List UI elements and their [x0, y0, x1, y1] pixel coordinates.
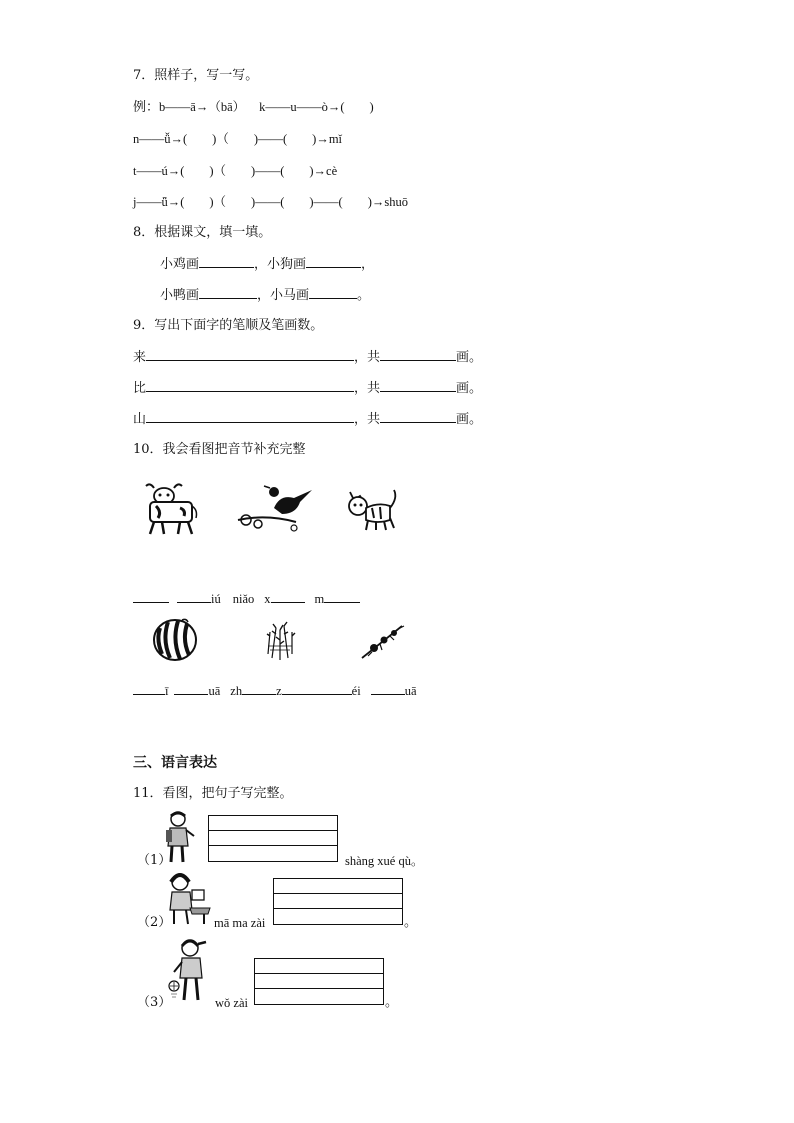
q10-syllable-ua-1: uā — [208, 684, 221, 698]
q10-blank-9[interactable] — [371, 682, 405, 695]
q9-char-3: 山 — [133, 412, 147, 427]
q10-blank-3[interactable] — [271, 590, 305, 603]
q8-row1-sep: ， — [254, 257, 268, 272]
flower-branch-picture — [360, 622, 406, 660]
q9-mid-2: ，共 — [354, 381, 381, 396]
q9-char-2: 比 — [133, 381, 147, 396]
wheat-picture — [262, 620, 298, 660]
q10-syllable-niao: niǎo — [232, 592, 255, 606]
q7-example-text1: b——ā→（bā） — [159, 100, 246, 114]
q8-row1-end: ， — [361, 257, 375, 272]
q8-blank-1[interactable] — [199, 255, 254, 268]
q8-row2-a: 小鸭画 — [160, 288, 200, 303]
q11-after-2: 。 — [404, 915, 418, 930]
q7-example-text2: k——u——ò→( ) — [259, 100, 374, 114]
q9-row-3 — [133, 410, 482, 429]
q7-example — [133, 98, 374, 117]
q11-before-3: wǒ zài — [215, 996, 248, 1010]
q9-count-blank-2[interactable] — [380, 379, 456, 392]
watermelon-picture — [152, 618, 198, 662]
q9-char-1: 来 — [133, 350, 147, 365]
q8-blank-3[interactable] — [199, 286, 257, 299]
q9-mid-1: ，共 — [354, 350, 381, 365]
q10-blank-6[interactable] — [174, 682, 208, 695]
q9-stroke-blank-3[interactable] — [146, 410, 354, 423]
q8-row2-b: 小马画 — [270, 288, 310, 303]
q8-row1-a: 小鸡画 — [160, 257, 200, 272]
q11-before-2: mā ma zài — [214, 916, 266, 930]
q8-row2-end: 。 — [357, 288, 371, 303]
bird-picture — [236, 484, 316, 532]
cat-picture — [344, 488, 400, 532]
q11-writing-box-3[interactable] — [254, 958, 384, 1005]
q9-end-2: 画。 — [456, 381, 483, 396]
q10-row-2 — [133, 682, 417, 700]
q10-syllable-z: z — [276, 684, 282, 698]
q10-syllable-i: ī — [165, 684, 169, 698]
q7-row-2: t——ú→( )（ )——( )→cè — [133, 164, 338, 178]
q10-syllable-ua-2: uā — [404, 684, 417, 698]
q7-row-3: j——ǖ→( )（ )——( )——( )→shuō — [133, 195, 408, 209]
q9-count-blank-1[interactable] — [380, 348, 456, 361]
q9-title: 9．写出下面字的笔顺及笔画数。 — [133, 318, 324, 333]
q7-row-1: n——ǚ→( )（ )——( )→mǐ — [133, 132, 343, 146]
q10-row-1 — [133, 590, 360, 608]
q11-title: 11．看图，把句子写完整。 — [133, 786, 293, 801]
cow-picture — [140, 480, 200, 536]
q10-syllable-zh: zh — [230, 684, 243, 698]
q8-blank-2[interactable] — [306, 255, 361, 268]
q11-num-3: （3） — [137, 995, 172, 1010]
q8-row-1 — [160, 255, 374, 274]
q9-stroke-blank-2[interactable] — [146, 379, 354, 392]
q8-row-2 — [160, 286, 370, 305]
q10-blank-7[interactable] — [242, 682, 276, 695]
q11-writing-box-2[interactable] — [273, 878, 403, 925]
q11-writing-box-1[interactable] — [208, 815, 338, 862]
q9-end-3: 画。 — [456, 412, 483, 427]
q9-count-blank-3[interactable] — [380, 410, 456, 423]
section-title: 三、语言表达 — [133, 755, 217, 771]
q10-syllable-ei: éi — [351, 684, 361, 698]
q8-blank-4[interactable] — [309, 286, 357, 299]
q10-syllable-iu: iú — [211, 592, 221, 606]
q10-blank-4[interactable] — [324, 590, 360, 603]
q7-title: 7．照样子，写一写。 — [133, 68, 259, 83]
q7-example-prefix: 例： — [133, 100, 160, 115]
q9-end-1: 画。 — [456, 350, 483, 365]
q11-num-1: （1） — [137, 853, 172, 868]
girl-ball-picture — [168, 938, 212, 1006]
q10-blank-8[interactable] — [282, 682, 352, 695]
q10-blank-1[interactable] — [133, 590, 169, 603]
q8-row1-b: 小狗画 — [267, 257, 307, 272]
q11-num-2: （2） — [137, 915, 172, 930]
q10-blank-2[interactable] — [177, 590, 211, 603]
q8-title: 8．根据课文，填一填。 — [133, 225, 272, 240]
q9-stroke-blank-1[interactable] — [146, 348, 354, 361]
q9-mid-3: ，共 — [354, 412, 381, 427]
q8-row2-sep: ， — [257, 288, 271, 303]
q9-row-2 — [133, 379, 482, 398]
q10-blank-5[interactable] — [133, 682, 165, 695]
q10-syllable-x: x — [264, 592, 271, 606]
q11-after-1: shàng xué qù。 — [345, 854, 424, 868]
q10-syllable-m: m — [314, 592, 325, 606]
q11-after-3: 。 — [385, 995, 399, 1010]
q10-title: 10．我会看图把音节补充完整 — [133, 442, 306, 457]
q9-row-1 — [133, 348, 482, 367]
